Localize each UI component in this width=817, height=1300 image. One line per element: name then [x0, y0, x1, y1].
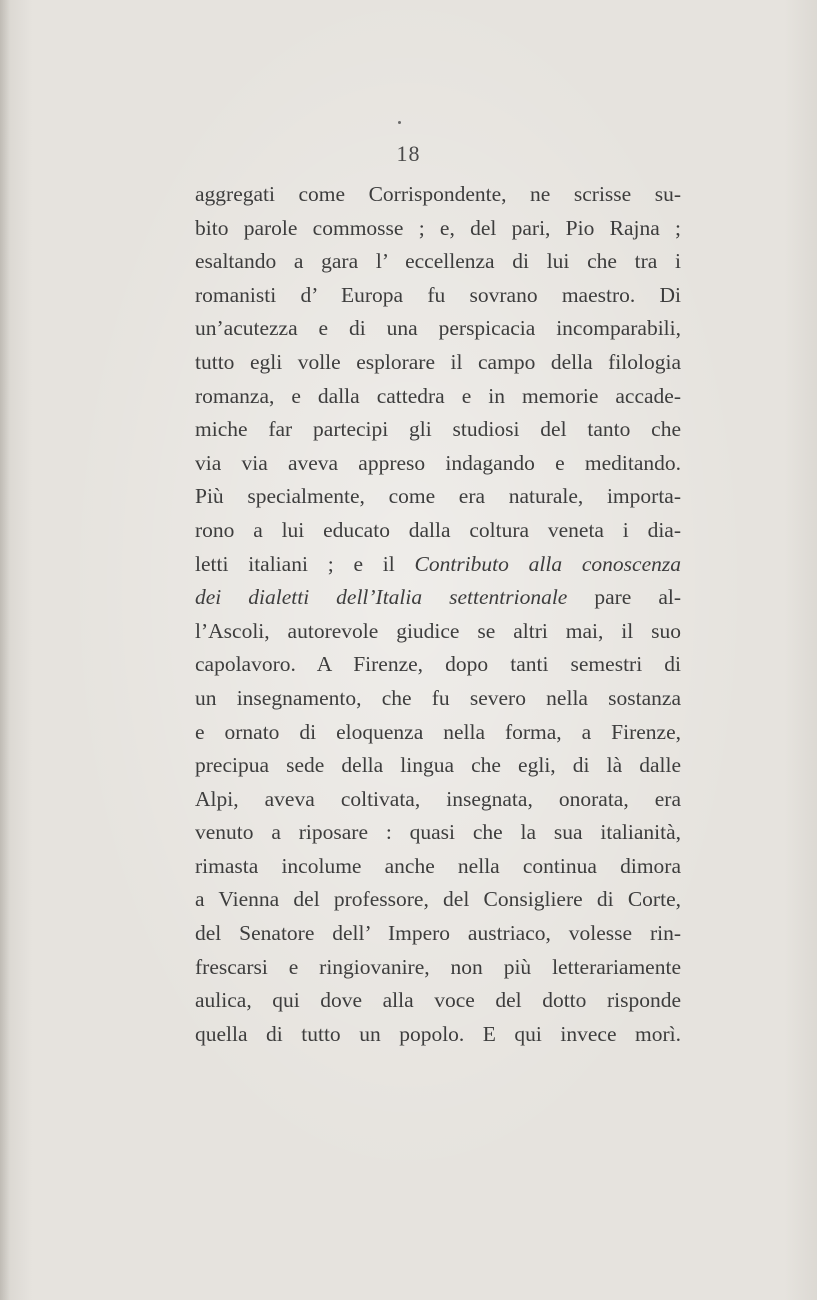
- text-line: letti italiani ; e il Contributo alla conoscenza: [195, 551, 681, 576]
- text-line: frescarsi e ringiovanire, non più letterariamente: [195, 954, 681, 979]
- italic-title: dei dialetti dell’Italia settentrionale: [195, 585, 568, 610]
- text-line: miche far partecipi gli studiosi del tanto che: [195, 417, 681, 442]
- text-line: capolavoro. A Firenze, dopo tanti semestri di: [195, 652, 681, 677]
- text-line: quella di tutto un popolo. E qui invece morì.: [195, 1021, 681, 1046]
- text-line: rimasta incolume anche nella continua dimora: [195, 853, 681, 878]
- body-text: [195, 178, 681, 1051]
- page-edge-shadow: [0, 0, 10, 1300]
- text-line: aggregati come Corrispondente, ne scrisse su-: [195, 182, 681, 206]
- text-line: precipua sede della lingua che egli, di là dalle: [195, 753, 681, 778]
- text-line: via via aveva appreso indagando e meditando.: [195, 450, 681, 475]
- text-line: a Vienna del professore, del Consigliere di Corte,: [195, 887, 681, 912]
- text-line: romanisti d’ Europa fu sovrano maestro. Di: [195, 282, 681, 307]
- text-line: Più specialmente, come era naturale, importa-: [195, 484, 681, 509]
- italic-title: Contributo alla conoscenza: [414, 551, 681, 576]
- text-line: un’acutezza e di una perspicacia incomparabili,: [195, 316, 681, 341]
- text-line: dei dialetti dell’Italia settentrionale pare al-: [195, 585, 682, 610]
- text-line: e ornato di eloquenza nella forma, a Firenze,: [195, 719, 681, 744]
- page-number: 18: [396, 141, 421, 166]
- text-line: Alpi, aveva coltivata, insegnata, onorata, era: [195, 786, 681, 811]
- text-line: l’Ascoli, autorevole giudice se altri mai, il suo: [195, 618, 681, 643]
- text-line: esaltando a gara l’ eccellenza di lui che tra i: [195, 249, 681, 274]
- text-line: romanza, e dalla cattedra e in memorie accade-: [195, 383, 681, 408]
- text-line: tutto egli volle esplorare il campo della filologia: [195, 349, 681, 374]
- ink-speck: [398, 121, 401, 124]
- text-line: bito parole commosse ; e, del pari, Pio Rajna ;: [195, 215, 681, 240]
- text-line: rono a lui educato dalla coltura veneta i dia-: [195, 517, 681, 542]
- text-line: del Senatore dell’ Impero austriaco, volesse rin-: [195, 921, 681, 946]
- text-line: venuto a riposare : quasi che la sua italianità,: [195, 820, 681, 845]
- text-line: un insegnamento, che fu severo nella sostanza: [195, 685, 681, 710]
- text-line: aulica, qui dove alla voce del dotto risponde: [195, 988, 681, 1013]
